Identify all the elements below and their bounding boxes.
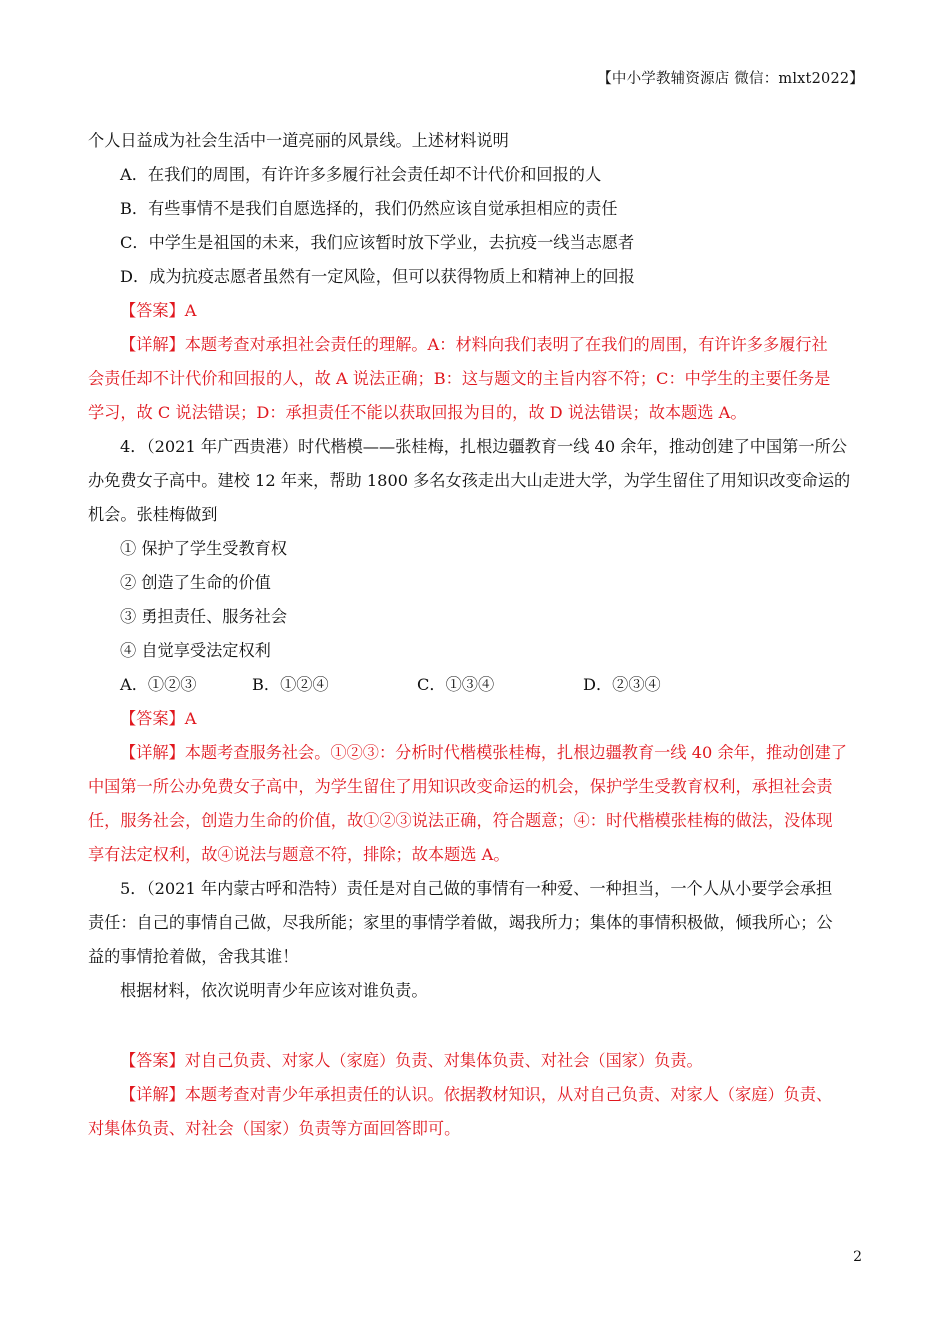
q5-stem-line-1: 5．（2021 年内蒙古呼和浩特）责任是对自己做的事情有一种爱、一种担当，一个人从小要学会承担	[120, 879, 833, 898]
q4-choice-d: D．②③④	[583, 675, 661, 694]
q3-option-d: D．成为抗疫志愿者虽然有一定风险，但可以获得物质上和精神上的回报	[120, 267, 635, 286]
q4-stem-line-2: 办免费女子高中。建校 12 年来，帮助 1800 多名女孩走出大山走进大学，为学生留住了用知识改变命运的	[88, 471, 851, 490]
q4-analysis-line-3: 任，服务社会，创造力生命的价值，故①②③说法正确，符合题意；④：时代楷模张桂梅的做法，没体现	[88, 811, 833, 830]
q4-item-1: ① 保护了学生受教育权	[120, 539, 288, 558]
q4-stem-line-3: 机会。张桂梅做到	[88, 505, 218, 524]
q5-analysis-line-1: 【详解】本题考查对青少年承担责任的认识。依据教材知识，从对自己负责、对家人（家庭）负责、	[120, 1085, 833, 1104]
q4-analysis-line-2: 中国第一所公办免费女子高中，为学生留住了用知识改变命运的机会，保护学生受教育权利，承担社会责	[88, 777, 833, 796]
q3-analysis-line-2: 会责任却不计代价和回报的人，故 A 说法正确；B：这与题文的主旨内容不符；C：中学生的主要任务是	[88, 369, 831, 388]
q4-item-2: ② 创造了生命的价值	[120, 573, 271, 592]
q4-choice-a: A．①②③	[120, 675, 197, 694]
q3-analysis-line-1: 【详解】本题考查对承担社会责任的理解。A：材料向我们表明了在我们的周围，有许许多多履行社	[120, 335, 828, 354]
q4-choice-c: C．①③④	[417, 675, 495, 694]
q4-item-4: ④ 自觉享受法定权利	[120, 641, 271, 660]
q3-stem-tail: 个人日益成为社会生活中一道亮丽的风景线。上述材料说明	[88, 131, 509, 150]
q5-answer: 【答案】对自己负责、对家人（家庭）负责、对集体负责、对社会（国家）负责。	[120, 1051, 703, 1070]
q4-analysis-line-4: 享有法定权利，故④说法与题意不符，排除；故本题选 A。	[88, 845, 510, 864]
q3-answer: 【答案】A	[120, 301, 197, 320]
q4-stem-line-1: 4．（2021 年广西贵港）时代楷模——张桂梅，扎根边疆教育一线 40 余年，推动创建了中国第一所公	[120, 437, 847, 456]
q5-stem-line-3: 益的事情抢着做，舍我其谁！	[88, 947, 299, 966]
q4-choices	[88, 668, 868, 702]
q3-option-a: A．在我们的周围，有许许多多履行社会责任却不计代价和回报的人	[120, 165, 602, 184]
q4-answer: 【答案】A	[120, 709, 197, 728]
q4-choice-b: B．①②④	[252, 675, 329, 694]
q3-option-b: B．有些事情不是我们自愿选择的，我们仍然应该自觉承担相应的责任	[120, 199, 618, 218]
blank-space	[88, 1008, 868, 1044]
page-header: 【中小学教辅资源店 微信：mlxt2022】	[597, 71, 864, 87]
q5-stem-line-2: 责任：自己的事情自己做，尽我所能；家里的事情学着做，竭我所力；集体的事情积极做，倾我所心；公	[88, 913, 833, 932]
q3-option-c: C．中学生是祖国的未来，我们应该暂时放下学业，去抗疫一线当志愿者	[120, 233, 635, 252]
page-number: 2	[853, 1249, 862, 1265]
q3-analysis-line-3: 学习，故 C 说法错误；D：承担责任不能以获取回报为目的，故 D 说法错误；故本题选 A。	[88, 403, 747, 422]
q4-item-3: ③ 勇担责任、服务社会	[120, 607, 288, 626]
q5-question: 根据材料，依次说明青少年应该对谁负责。	[120, 981, 428, 1000]
q5-analysis-line-2: 对集体负责、对社会（国家）负责等方面回答即可。	[88, 1119, 461, 1138]
q4-analysis-line-1: 【详解】本题考查服务社会。①②③：分析时代楷模张桂梅，扎根边疆教育一线 40 余年，推动创建了	[120, 743, 847, 762]
document-body	[88, 124, 868, 1146]
